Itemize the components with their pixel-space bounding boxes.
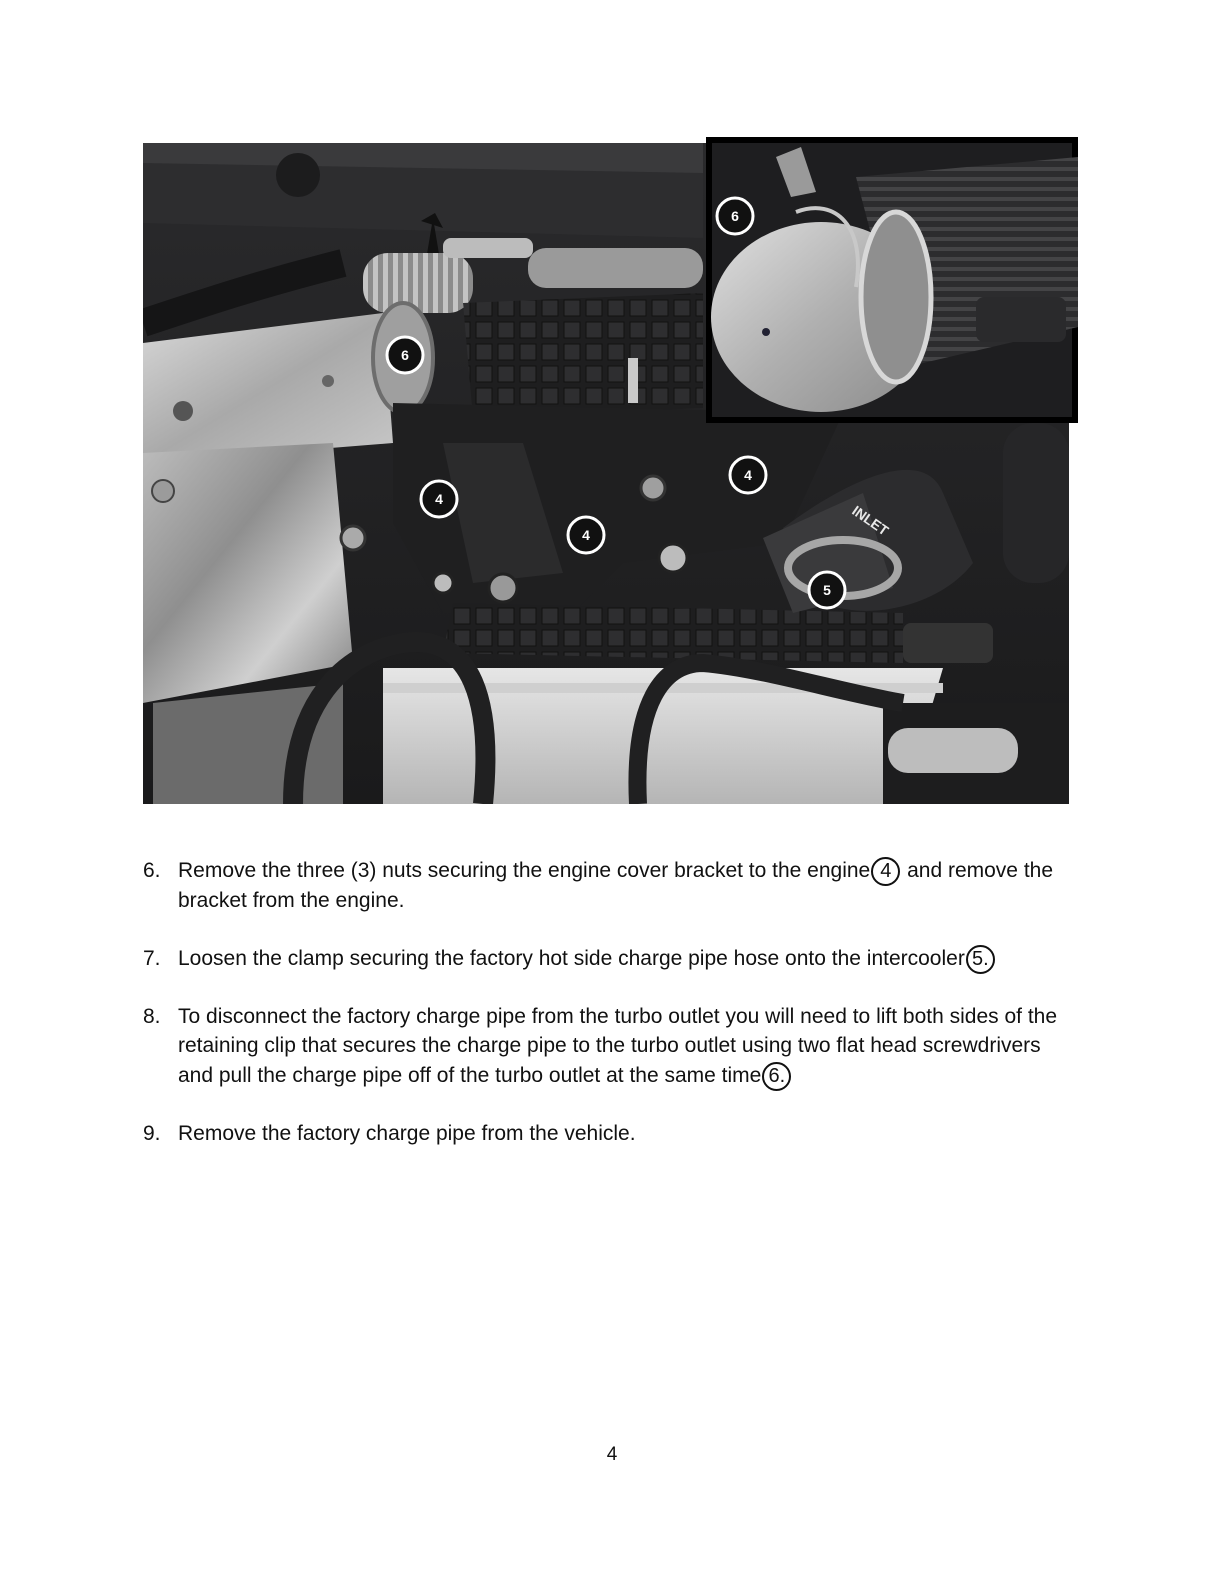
callout-marker <box>568 517 604 553</box>
svg-text:4: 4 <box>435 491 443 507</box>
turbo-outlet-inset-photo <box>706 137 1078 423</box>
callout-marker <box>809 572 845 608</box>
svg-text:6: 6 <box>401 347 409 363</box>
callout-marker <box>730 457 766 493</box>
callout-circle: 4 <box>871 857 900 886</box>
step-7 <box>143 944 1063 974</box>
figure <box>143 137 1078 804</box>
callout-circle: 6. <box>762 1062 791 1091</box>
step-8 <box>143 1002 1063 1091</box>
svg-text:4: 4 <box>582 527 590 543</box>
svg-text:5: 5 <box>823 582 831 598</box>
callout-marker <box>421 481 457 517</box>
step-number: 6. <box>143 859 161 882</box>
callout-marker <box>717 198 753 234</box>
step-number: 7. <box>143 946 161 970</box>
step-number: 8. <box>143 1004 161 1028</box>
instruction-steps <box>143 856 1063 1176</box>
callout-circle: 5. <box>966 945 995 974</box>
hose-label: INLET <box>849 502 892 539</box>
svg-text:4: 4 <box>744 467 752 483</box>
step-text: Loosen the clamp securing the factory hot side charge pipe hose onto the intercooler <box>178 946 965 970</box>
step-6 <box>143 856 1063 916</box>
step-number: 9. <box>143 1121 161 1145</box>
step-text-after: and remove the bracket from the engine. <box>178 859 1054 912</box>
step-9 <box>143 1119 1063 1149</box>
step-text: Remove the factory charge pipe from the vehicle. <box>178 1121 636 1145</box>
svg-text:6: 6 <box>731 208 739 224</box>
step-text: To disconnect the factory charge pipe from the turbo outlet you will need to lift both sides of the retaining clip that secures the charge pipe to the turbo outlet using two flat head screwdrivers and pull the charge pipe off of the turbo outlet at the same time <box>178 1004 1058 1087</box>
callout-marker <box>387 337 423 373</box>
step-text: Remove the three (3) nuts securing the engine cover bracket to the engine <box>178 859 871 882</box>
page-number: 4 <box>606 1444 618 1465</box>
